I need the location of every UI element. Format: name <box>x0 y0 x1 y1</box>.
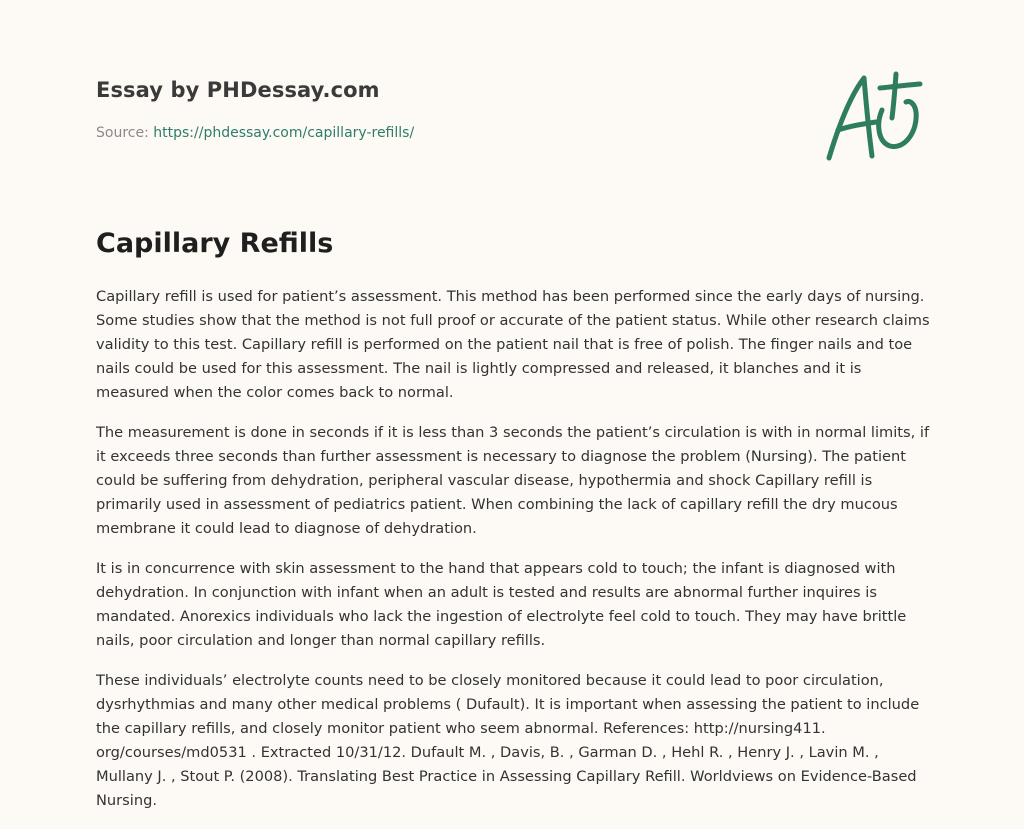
essay-title: Capillary Refills <box>96 228 334 259</box>
source-link[interactable]: https://phdessay.com/capillary-refills/ <box>153 125 415 141</box>
essay-paragraph: These individuals’ electrolyte counts need to be closely monitored because it could lead to poor circulation, dysrhythmias and many other medical problems ( Dufault). It is important when assessing the patient to include the capillary refills, and closely monitor patient who seem abnormal. References: http://nursing411. org/courses/md0531 . Extracted 10/31/12. Dufault M. , Davis, B. , Garman D. , Hehl R. , Henry J. , Lavin M. , Mullany J. , Stout P. (2008). Translating Best Practice in Assessing Capillary Refill. Worldviews on Evidence-Based Nursing. <box>96 672 920 809</box>
essay-paragraph: It is in concurrence with skin assessment to the hand that appears cold to touch; the infant is diagnosed with dehydration. In conjunction with infant when an adult is tested and results are abnormal further inquires is mandated. Anorexics individuals who lack the ingestion of electrolyte feel cold to touch. They may have brittle nails, poor circulation and longer than normal capillary refills. <box>96 560 907 649</box>
source-label: Source: <box>96 125 149 141</box>
site-title: Essay by PHDessay.com <box>96 78 380 102</box>
a-plus-logo-icon <box>820 66 930 166</box>
source-line <box>96 124 414 142</box>
essay-paragraph: The measurement is done in seconds if it is less than 3 seconds the patient’s circulation is with in normal limits, if it exceeds three seconds than further assessment is necessary to diagnose the problem (Nursing). The patient could be suffering from dehydration, peripheral vascular disease, hypothermia and shock Capillary refill is primarily used in assessment of pediatrics patient. When combining the lack of capillary refill the dry mucous membrane it could lead to diagnose of dehydration. <box>96 424 930 537</box>
essay-paragraph: Capillary refill is used for patient’s assessment. This method has been performed since the early days of nursing. Some studies show that the method is not full proof or accurate of the patient status. While other research claims validity to this test. Capillary refill is performed on the patient nail that is free of polish. The finger nails and toe nails could be used for this assessment. The nail is lightly compressed and released, it blanches and it is measured when the color comes back to normal. <box>96 288 930 401</box>
page-header <box>96 76 928 156</box>
essay-body <box>96 285 936 829</box>
